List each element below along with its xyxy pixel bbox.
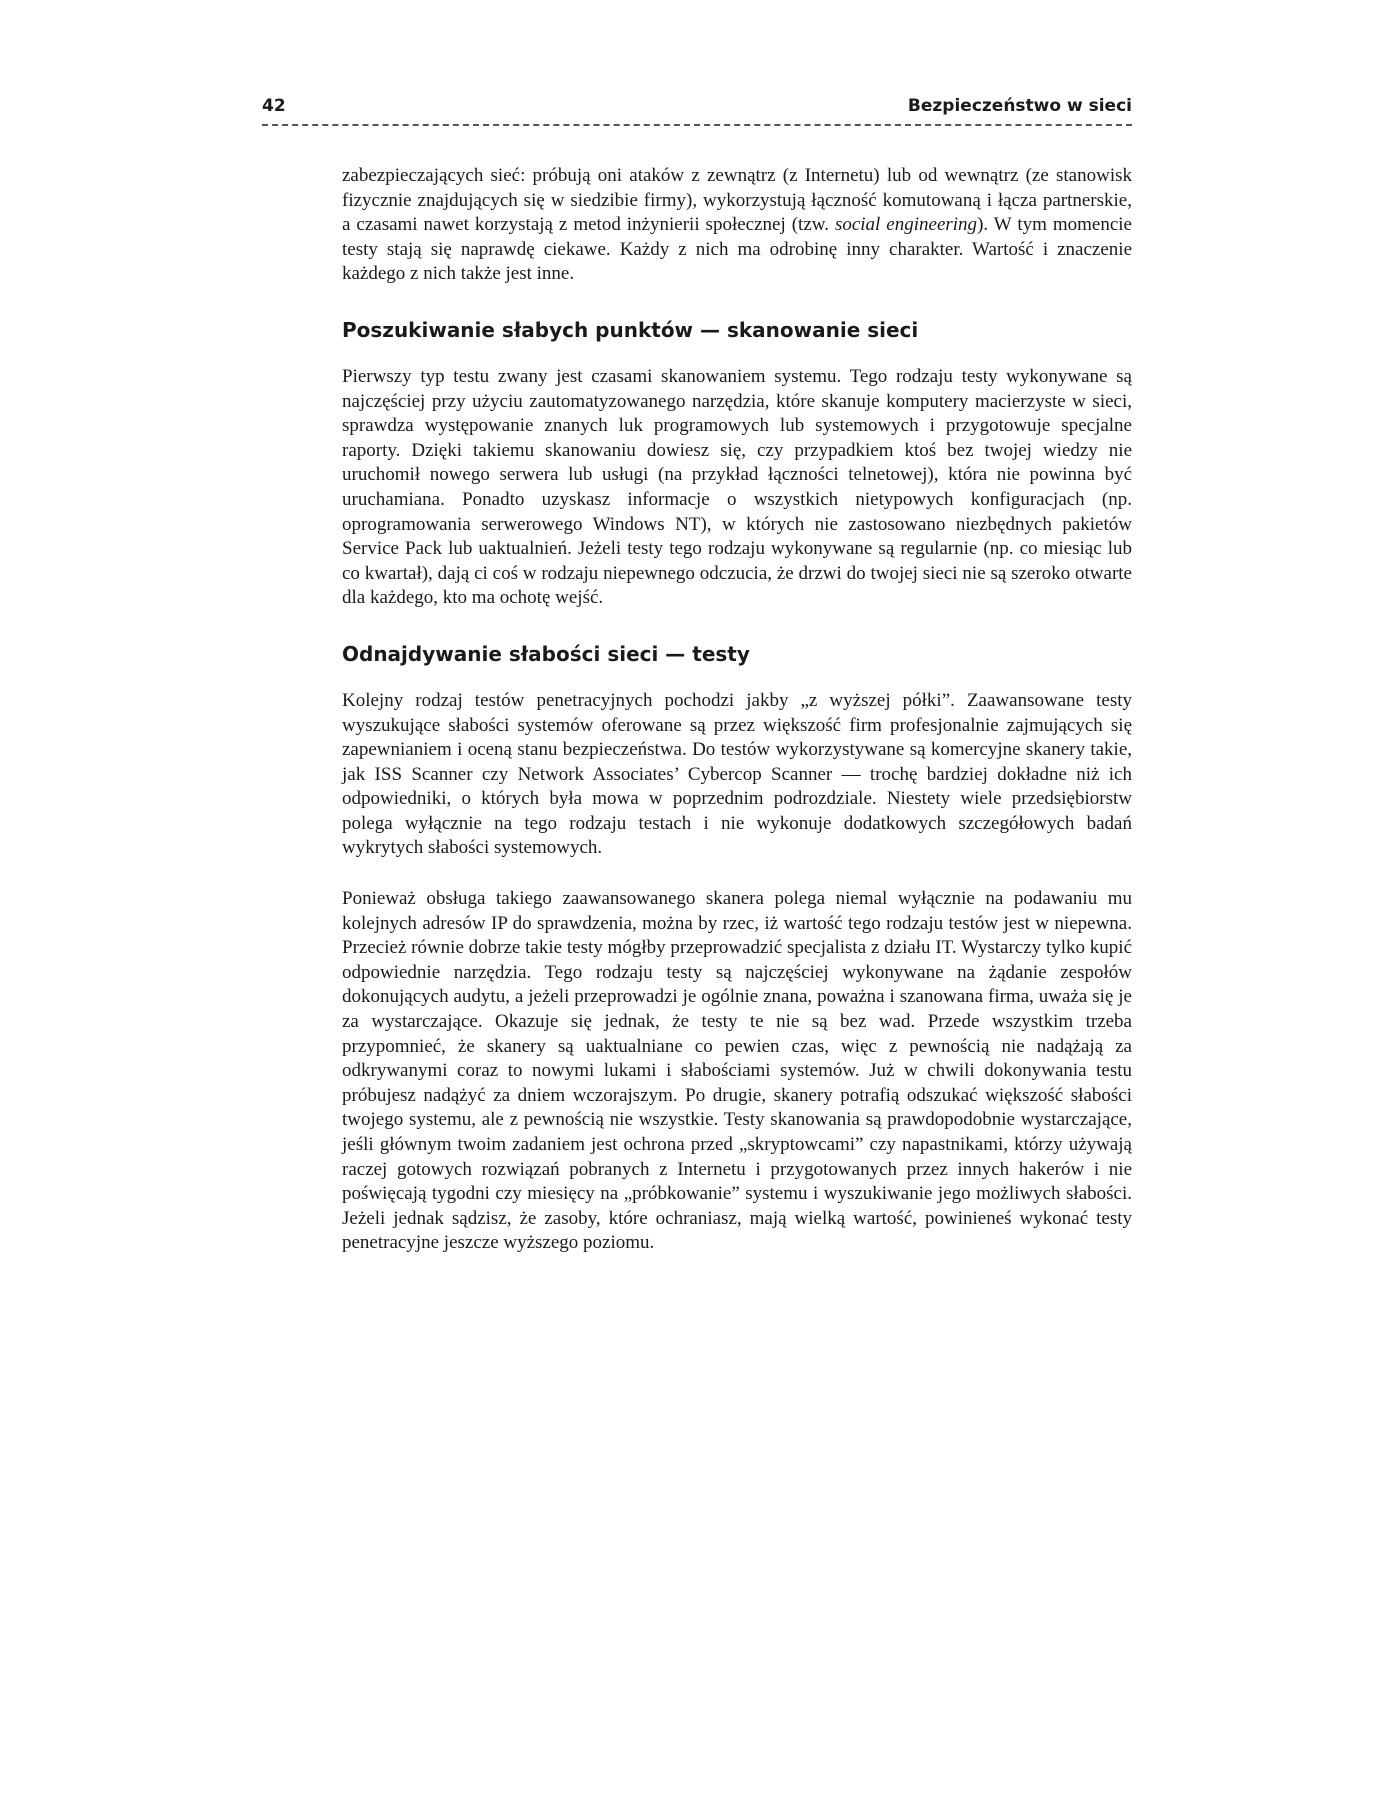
chapter-title: Bezpieczeństwo w sieci <box>907 96 1132 116</box>
intro-paragraph <box>342 164 1132 287</box>
intro-text-end: ). W tym momencie testy stają się naprawdę ciekawe. Każdy z nich ma odrobinę inny charakter. Wartość i znaczenie każdego z nich także jest inne. <box>342 214 1132 285</box>
section-heading-tests: Odnajdywanie słabości sieci — testy <box>342 641 750 666</box>
section-heading-scanning: Poszukiwanie słabych punktów — skanowanie sieci <box>342 317 919 342</box>
intro-text-start: zabezpieczających sieć: próbują oni ataków z zewnątrz (z Internetu) lub od wewnątrz (ze stanowisk fizycznie znajdujących się w siedzibie firmy), wykorzystują łączność komutowaną i łącza partnerskie, a czasami nawet korzystają z metod inżynierii społecznej (tzw. <box>342 165 1132 236</box>
paragraph-scanning: Pierwszy typ testu zwany jest czasami skanowaniem systemu. Tego rodzaju testy wykonywane są najczęściej przy użyciu zautomatyzowanego narzędzia, które skanuje komputery macierzyste w sieci, sprawdza występowanie znanych luk programowych lub systemowych i przygotowuje specjalne raporty. Dzięki takiemu skanowaniu dowiesz się, czy przypadkiem ktoś bez twojej wiedzy nie uruchomił nowego serwera lub usługi (na przykład łączności telnetowej), która nie powinna być uruchamiana. Ponadto uzyskasz informacje o wszystkich nietypowych konfiguracjach (np. oprogramowania serwerowego Windows NT), w których nie zastosowano niezbędnych pakietów Service Pack lub uaktualnień. Jeżeli testy tego rodzaju wykonywane są regularnie (np. co miesiąc lub co kwartał), dają ci coś w rodzaju niepewnego odczucia, że drzwi do twojej sieci nie są szeroko otwarte dla każdego, kto ma ochotę wejść. <box>342 365 1132 609</box>
running-head <box>262 96 1132 124</box>
header-rule <box>262 124 1132 126</box>
page-number: 42 <box>262 96 286 116</box>
paragraph-tests-2: Ponieważ obsługa takiego zaawansowanego skanera polega niemal wyłącznie na podawaniu mu kolejnych adresów IP do sprawdzenia, można by rzec, iż wartość tego rodzaju testów jest w niepewna. Przecież równie dobrze takie testy mógłby przeprowadzić specjalista z działu IT. Wystarczy tylko kupić odpowiednie narzędzia. Tego rodzaju testy są najczęściej wykonywane na żądanie zespołów dokonujących audytu, a jeżeli przeprowadzi je ogólnie znana, poważna i szanowana firma, uważa się je za wystarczające. Okazuje się jednak, że testy te nie są bez wad. Przede wszystkim trzeba przypomnieć, że skanery są uaktualniane co pewien czas, więc z pewnością nie nadążają za odkrywanymi coraz to nowymi lukami i słabościami systemów. Już w chwili dokonywania testu próbujesz nadążyć za dniem wczorajszym. Po drugie, skanery potrafią odszukać większość słabości twojego systemu, ale z pewnością nie wszystkie. Testy skanowania są prawdopodobnie wystarczające, jeśli głównym twoim zadaniem jest ochrona przed „skryptowcami” czy napastnikami, którzy używają raczej gotowych rozwiązań pobranych z Internetu i przygotowanych przez innych hakerów i nie poświęcają tygodni czy miesięcy na „próbkowanie” systemu i wyszukiwanie jego możliwych słabości. Jeżeli jednak sądzisz, że zasoby, które ochraniasz, mają wielką wartość, powinieneś wykonać testy penetracyjne jeszcze wyższego poziomu. <box>342 888 1132 1254</box>
paragraph-tests-1: Kolejny rodzaj testów penetracyjnych pochodzi jakby „z wyższej półki”. Zaawansowane testy wyszukujące słabości systemów oferowane są przez większość firm profesjonalnie zajmujących się zapewnianiem i oceną stanu bezpieczeństwa. Do testów wykorzystywane są komercyjne skanery takie, jak ISS Scanner czy Network Associates’ Cybercop Scanner — trochę bardziej dokładne niż ich odpowiedniki, o których była mowa w poprzednim podrozdziale. Niestety wiele przedsiębiorstw polega wyłącznie na tego rodzaju testach i nie wykonuje dodatkowych szczegółowych badań wykrytych słabości systemowych. <box>342 689 1132 859</box>
intro-italic-term: social engineering <box>834 214 978 236</box>
page-content <box>342 164 1132 1256</box>
